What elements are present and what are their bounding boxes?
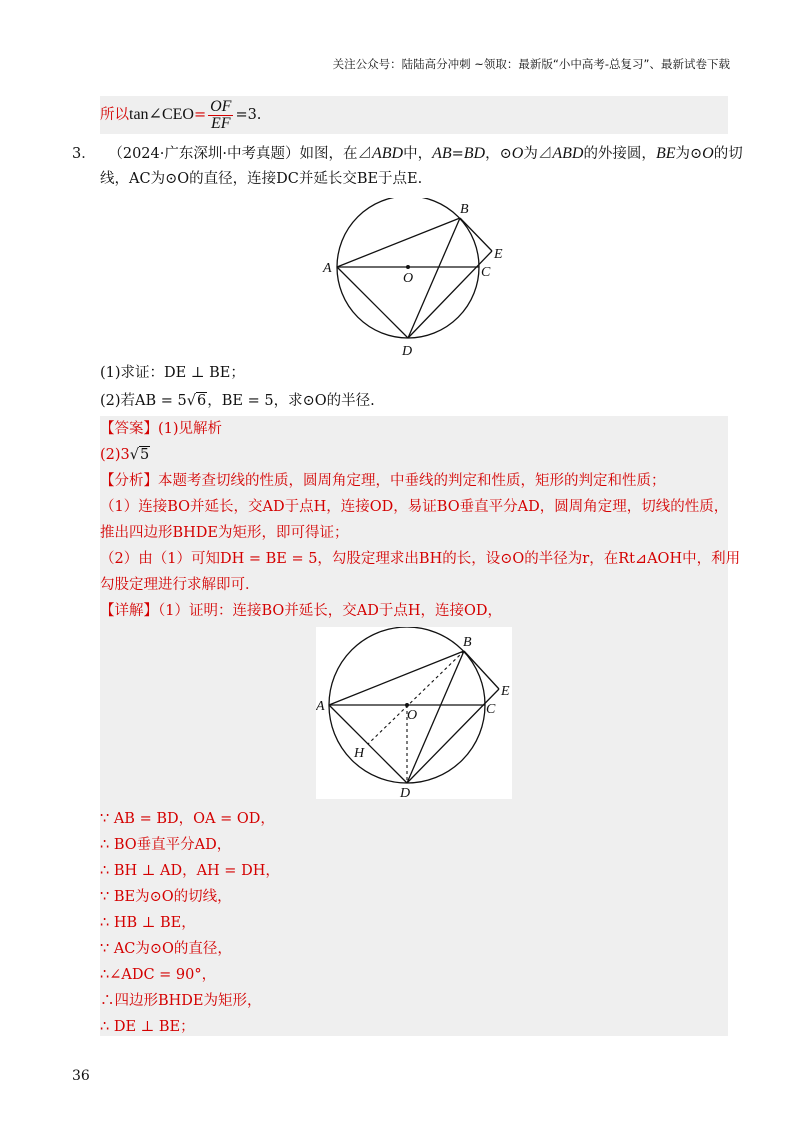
t7: 为⊿ xyxy=(523,146,553,162)
label-d: D xyxy=(402,344,413,358)
figure-2 xyxy=(316,627,512,799)
t10: BE xyxy=(655,145,676,162)
t2: AB xyxy=(432,145,452,162)
t6: O xyxy=(511,145,524,162)
question-2: (2)若AB = 5√6，BE = 5，求⊙O的半径. xyxy=(100,393,375,409)
detail-steps xyxy=(100,806,728,1040)
label-h-2: H xyxy=(354,746,365,761)
t4: BD xyxy=(463,145,486,162)
answer-1: (1)见解析 xyxy=(158,421,223,437)
step-4: ∵ BE为⊙O的切线， xyxy=(100,889,232,905)
q2-text-a: (2)若AB = 5 xyxy=(100,393,187,409)
answer-2-root: 5 xyxy=(140,447,150,463)
figure-1 xyxy=(318,198,518,358)
analysis-title: 【分析】 xyxy=(100,473,158,489)
segment-ad xyxy=(337,267,408,338)
label-e-2: E xyxy=(501,684,510,699)
label-a: A xyxy=(323,261,332,276)
step-5: ∴ HB ⊥ BE， xyxy=(100,915,196,931)
page-number: 36 xyxy=(72,1068,90,1084)
label-b: B xyxy=(460,202,469,217)
t9: 的外接圆， xyxy=(583,146,656,162)
analysis-line-4: （2）由（1）可知DH = BE = 5，勾股定理求出BH的长，设⊙O的半径为r，在Rt⊿AOH中，利用 xyxy=(100,551,741,567)
detail-intro xyxy=(100,600,728,622)
center-dot-2 xyxy=(405,703,409,707)
problem-number: 3． xyxy=(72,146,96,162)
analysis-line-5: 勾股定理进行求解即可． xyxy=(100,577,260,593)
answer-line-1 xyxy=(100,418,728,440)
page-header: 关注公众号：陆陆高分冲刺 ~领取：最新版“小中高考-总复习”、最新试卷下载 xyxy=(332,57,730,71)
label-o-2: O xyxy=(407,708,418,723)
prev-result: =3. xyxy=(235,107,262,123)
t5: ，⊙ xyxy=(485,146,512,162)
q2-root: 6 xyxy=(197,393,207,409)
step-2: ∴ BO垂直平分AD， xyxy=(100,837,232,853)
q2-text-b: ，BE = 5，求⊙O的半径. xyxy=(207,393,375,409)
t12: O xyxy=(702,145,714,162)
answer-title: 【答案】 xyxy=(100,421,158,437)
segment-bh-dashed xyxy=(368,651,464,744)
step-9: ∴ DE ⊥ BE； xyxy=(100,1019,195,1035)
prev-num: OF xyxy=(210,97,232,115)
label-d-2: D xyxy=(400,786,411,799)
detail-intro-text: （1）证明：连接BO并延长，交AD于点H，连接OD， xyxy=(158,603,503,619)
answer-2: (2)3 xyxy=(100,447,130,463)
problem-line-1 xyxy=(72,143,743,165)
label-e: E xyxy=(494,247,503,262)
prev-fn: tan∠CEO xyxy=(129,106,194,123)
prev-den: EF xyxy=(211,114,231,132)
t13: 的切 xyxy=(713,146,743,162)
step-7: ∴∠ADC = 90°， xyxy=(100,967,217,983)
step-8: ∴四边形BHDE为矩形， xyxy=(100,993,262,1009)
t3: = xyxy=(451,146,464,162)
label-c-2: C xyxy=(486,702,496,717)
prev-conclusion: 所以tan∠CEO= $\frac{OF}{EF}$ =3. xyxy=(100,96,728,134)
detail-title: 【详解】 xyxy=(100,603,158,619)
analysis-line-3: 推出四边形BHDE为矩形，即可得证； xyxy=(100,525,349,541)
prev-prefix: 所以 xyxy=(100,107,129,123)
t1: 中， xyxy=(403,146,433,162)
step-1: ∵ AB = BD，OA = OD， xyxy=(100,811,275,827)
analysis-1: 本题考查切线的性质，圆周角定理，中垂线的判定和性质，矩形的判定和性质； xyxy=(158,473,666,489)
t11: 为⊙ xyxy=(675,146,703,162)
label-c: C xyxy=(481,265,491,280)
analysis-line-1 xyxy=(100,470,728,492)
label-o: O xyxy=(403,271,414,286)
label-a-2: A xyxy=(316,699,325,714)
answer-line-2: (2)3√5 xyxy=(100,447,150,463)
analysis-line-2: （1）连接BO并延长，交AD于点H，连接OD，易证BO垂直平分AD，圆周角定理，切线的性质， xyxy=(100,499,729,515)
tri-1: ABD xyxy=(371,145,404,162)
problem-line-2: 线，AC为⊙O的直径，连接DC并延长交BE于点E. xyxy=(100,171,423,187)
problem-source: （2024·广东深圳·中考真题）如图，在⊿ xyxy=(108,146,372,162)
step-6: ∵ AC为⊙O的直径， xyxy=(100,941,232,957)
center-dot xyxy=(406,265,410,269)
label-b-2: B xyxy=(463,635,472,650)
t8: ABD xyxy=(552,145,584,162)
question-1: (1)求证：DE ⊥ BE； xyxy=(100,365,245,381)
step-3: ∴ BH ⊥ AD，AH = DH， xyxy=(100,863,280,879)
